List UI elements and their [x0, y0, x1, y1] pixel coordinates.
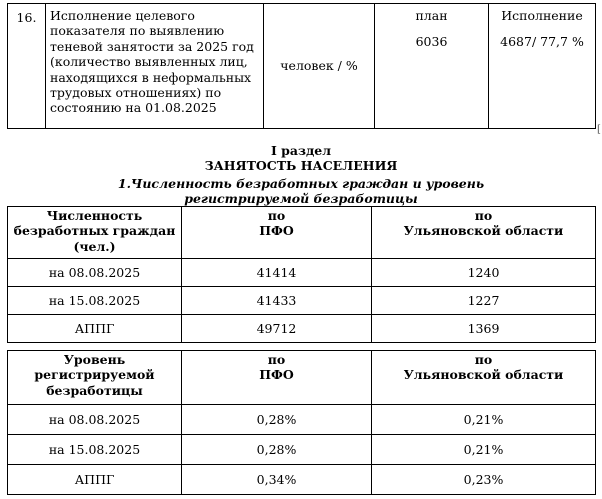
row-region-value: 0,23% — [372, 465, 596, 495]
section-part-heading: I раздел — [270, 143, 332, 158]
table-row — [8, 435, 596, 465]
header-pfo-line: ПФО — [259, 223, 294, 239]
header-label-cell — [8, 207, 182, 259]
page-marker: [ — [597, 124, 601, 135]
header-pfo-cell — [182, 351, 372, 405]
row-region-value: 1369 — [372, 315, 596, 343]
indicator-execution — [489, 4, 596, 129]
indicator-description-line: состоянию на 01.08.2025 — [50, 100, 217, 116]
header-label-line: Уровень — [63, 352, 126, 367]
header-label-line: безработицы — [46, 382, 143, 398]
header-region-cell — [372, 351, 596, 405]
section-subtitle-line1: 1.Численность безработных граждан и уровень — [117, 176, 485, 191]
row-label: АППГ — [8, 465, 182, 495]
header-region-line: по — [474, 208, 493, 223]
section-subtitle-line2: регистрируемой безработицы — [184, 191, 418, 206]
row-pfo-value: 0,28% — [182, 405, 372, 435]
header-region-line: по — [474, 352, 493, 367]
header-label-line: регистрируемой — [34, 367, 155, 383]
table-row — [8, 315, 596, 343]
header-label-cell — [8, 351, 182, 405]
indicator-description — [46, 4, 264, 129]
row-pfo-value: 49712 — [182, 315, 372, 343]
indicator-row — [8, 4, 596, 129]
row-pfo-value: 0,34% — [182, 465, 372, 495]
execution-value: 4687/ 77,7 % — [500, 34, 584, 50]
plan-label: план — [415, 8, 448, 23]
header-pfo-line: по — [267, 352, 286, 367]
header-pfo-line: по — [267, 208, 286, 223]
row-region-value: 1240 — [372, 259, 596, 287]
header-region-line: Ульяновской области — [403, 223, 564, 239]
header-region-line: Ульяновской области — [403, 367, 564, 383]
indicator-unit: человек / % — [264, 4, 375, 129]
table-row — [8, 465, 596, 495]
header-pfo-cell — [182, 207, 372, 259]
row-region-value: 1227 — [372, 287, 596, 315]
header-label-line: (чел.) — [73, 238, 116, 254]
unemployment-rate-table — [7, 350, 596, 495]
row-label: АППГ — [8, 315, 182, 343]
row-label: на 15.08.2025 — [8, 287, 182, 315]
header-region-cell — [372, 207, 596, 259]
indicator-description-line: находящихся в неформальных — [50, 69, 252, 85]
header-label-line: безработных граждан — [13, 223, 176, 239]
table-row — [8, 259, 596, 287]
indicator-table — [7, 3, 596, 129]
table-row — [8, 287, 596, 315]
indicator-description-line: (количество выявленных лиц, — [50, 54, 248, 70]
row-label: на 08.08.2025 — [8, 405, 182, 435]
unemployed-table — [7, 206, 596, 343]
indicator-description-line: теневой занятости за 2025 год — [50, 38, 254, 54]
table-header-row — [8, 207, 596, 259]
row-pfo-value: 41433 — [182, 287, 372, 315]
row-pfo-value: 0,28% — [182, 435, 372, 465]
row-region-value: 0,21% — [372, 405, 596, 435]
header-pfo-line: ПФО — [259, 367, 294, 383]
indicator-plan — [375, 4, 489, 129]
row-label: на 15.08.2025 — [8, 435, 182, 465]
row-label: на 08.08.2025 — [8, 259, 182, 287]
indicator-description-line: трудовых отношениях) по — [50, 85, 222, 101]
indicator-description-line: показателя по выявлению — [50, 23, 225, 39]
plan-value: 6036 — [415, 34, 448, 50]
table-row — [8, 405, 596, 435]
indicator-number: 16. — [8, 4, 46, 129]
header-label-line: Численность — [46, 208, 143, 223]
row-region-value: 0,21% — [372, 435, 596, 465]
row-pfo-value: 41414 — [182, 259, 372, 287]
indicator-description-line: Исполнение целевого — [50, 8, 195, 23]
table-header-row — [8, 351, 596, 405]
execution-label: Исполнение — [501, 8, 583, 23]
section-title: ЗАНЯТОСТЬ НАСЕЛЕНИЯ — [204, 158, 398, 173]
